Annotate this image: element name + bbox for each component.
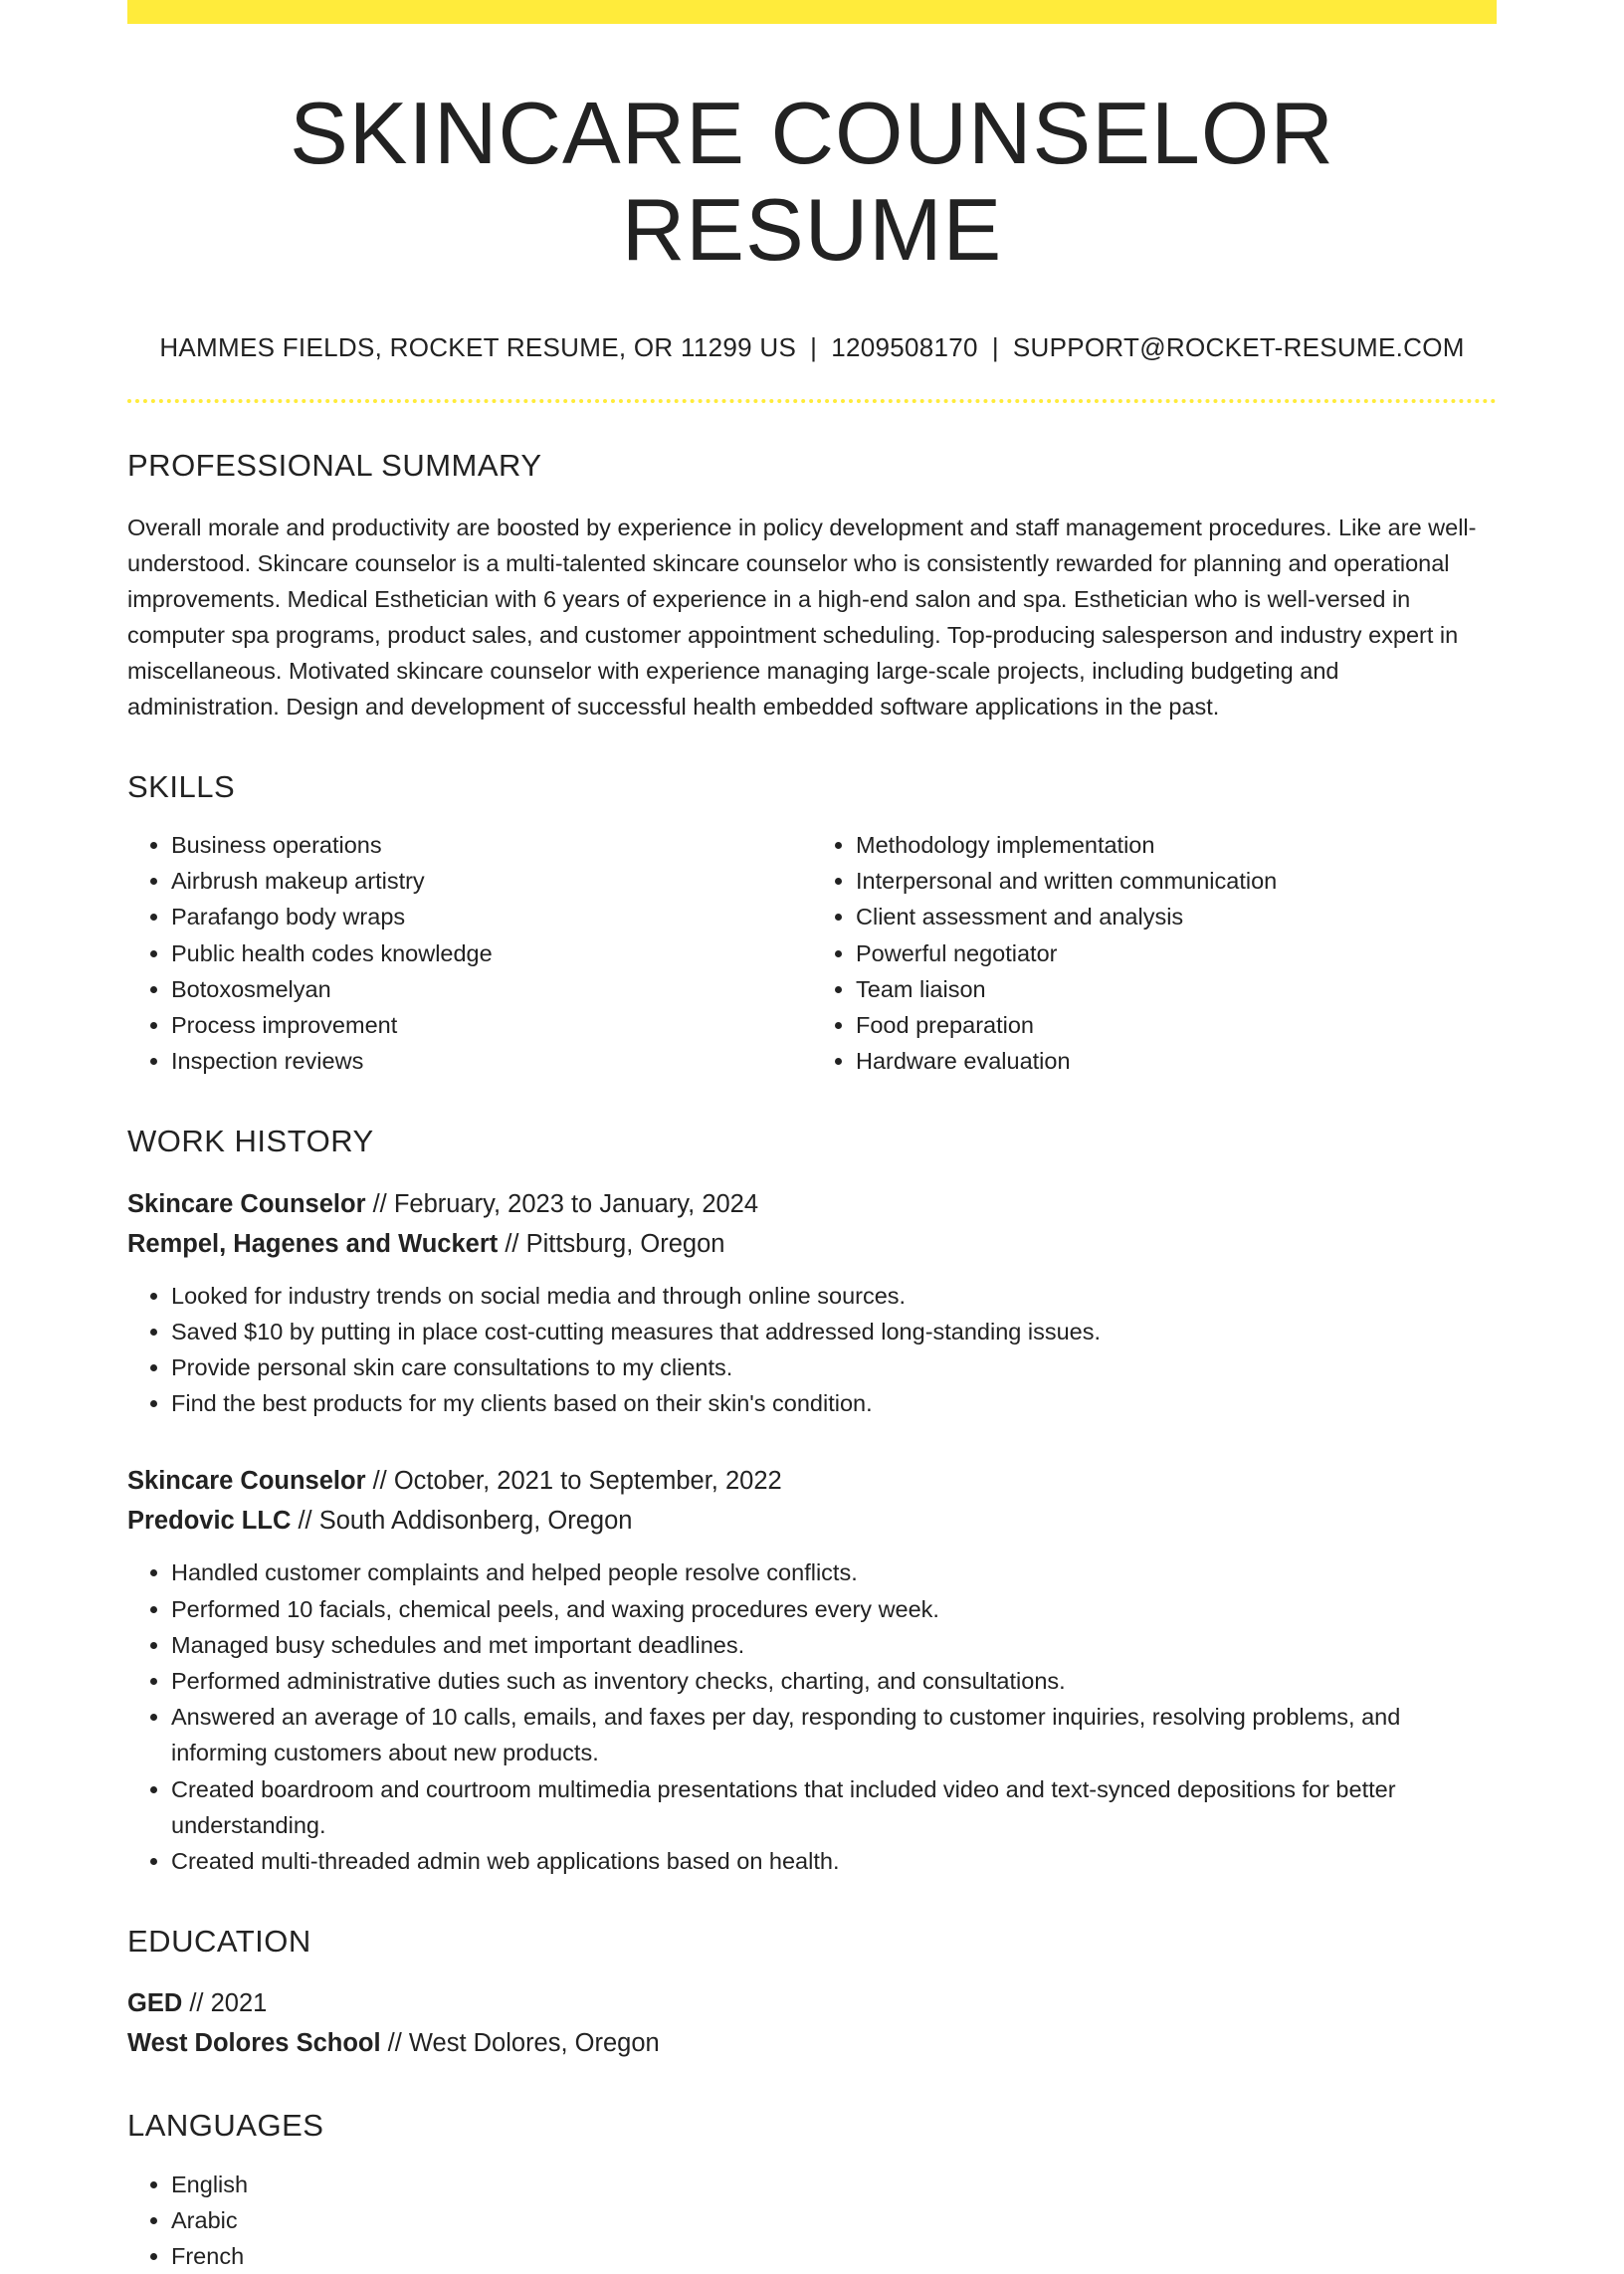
skill-item: • Client assessment and analysis bbox=[856, 899, 1497, 934]
skill-item: • Team liaison bbox=[856, 971, 1497, 1007]
summary-heading: PROFESSIONAL SUMMARY bbox=[127, 447, 542, 483]
language-item: • Arabic bbox=[171, 2202, 1497, 2238]
contact-address: HAMMES FIELDS, ROCKET RESUME, OR 11299 US bbox=[159, 331, 797, 362]
skills-column-right bbox=[812, 827, 1497, 1079]
education-entry bbox=[127, 1983, 1497, 2063]
contact-phone[interactable]: 1209508170 bbox=[831, 331, 978, 362]
skill-item: • Powerful negotiator bbox=[856, 935, 1497, 971]
skills-column-left bbox=[127, 827, 812, 1079]
education-school-line bbox=[127, 2023, 1497, 2063]
skill-item: • Interpersonal and written communication bbox=[856, 863, 1497, 899]
languages-list bbox=[127, 2167, 1497, 2274]
page-title: SKINCARE COUNSELOR RESUME bbox=[290, 84, 1334, 279]
skill-item: • Process improvement bbox=[171, 1007, 812, 1043]
skills-list bbox=[127, 827, 1497, 1079]
languages-heading: LANGUAGES bbox=[127, 2108, 324, 2144]
job-dates: // October, 2021 to September, 2022 bbox=[365, 1467, 782, 1496]
contact-email[interactable]: SUPPORT@ROCKET-RESUME.COM bbox=[1012, 331, 1465, 362]
job-title-line bbox=[127, 1184, 1497, 1224]
skill-item: • Botoxosmelyan bbox=[171, 971, 812, 1007]
resume-page bbox=[127, 0, 1497, 2274]
language-item: • French bbox=[171, 2238, 1497, 2274]
job-bullet: • Answered an average of 10 calls, emails, and faxes per day, responding to customer inquiries, resolving problems, and informing customers about new products. bbox=[171, 1699, 1497, 1770]
contact-line bbox=[127, 332, 1497, 363]
skill-item: • Parafango body wraps bbox=[171, 899, 812, 934]
job-bullet: • Performed 10 facials, chemical peels, and waxing procedures every week. bbox=[171, 1591, 1497, 1627]
job-bullet: • Created multi-threaded admin web applications based on health. bbox=[171, 1843, 1497, 1879]
skill-item: • Hardware evaluation bbox=[856, 1043, 1497, 1079]
skill-item: • Public health codes knowledge bbox=[171, 935, 812, 971]
top-accent-bar bbox=[127, 0, 1497, 24]
skill-item: • Business operations bbox=[171, 827, 812, 863]
education-year: // 2021 bbox=[182, 1989, 268, 2018]
contact-separator: | bbox=[991, 331, 999, 362]
summary-text: Overall morale and productivity are boosted by experience in policy development and staff management procedures. Like are well-understood. Skincare counselor is a multi-talented skincare counselor who is consistently rewarded for planning and operational improvements. Medical Esthetician with 6 years of experience in a high-end salon and spa. Esthetician who is well-versed in computer spa programs, product sales, and customer appointment scheduling. Top-producing salesperson and industry expert in miscellaneous. Motivated skincare counselor with experience managing large-scale projects, including budgeting and administration. Design and development of successful health embedded software applications in the past. bbox=[127, 514, 1477, 720]
skill-item: • Methodology implementation bbox=[856, 827, 1497, 863]
job-bullet: • Provide personal skin care consultations to my clients. bbox=[171, 1349, 1497, 1385]
job-dates: // February, 2023 to January, 2024 bbox=[365, 1189, 759, 1218]
education-degree-line bbox=[127, 1983, 1497, 2023]
job-location: // South Addisonberg, Oregon bbox=[291, 1507, 633, 1536]
job-entry bbox=[127, 1184, 1497, 1422]
job-bullet: • Created boardroom and courtroom multimedia presentations that included video and text-synced depositions for better understanding. bbox=[171, 1771, 1497, 1843]
job-bullet: • Find the best products for my clients based on their skin's condition. bbox=[171, 1385, 1497, 1421]
language-item: • English bbox=[171, 2167, 1497, 2202]
job-entry bbox=[127, 1461, 1497, 1879]
education-degree: GED bbox=[127, 1989, 183, 2018]
job-company: Rempel, Hagenes and Wuckert bbox=[127, 1229, 499, 1258]
job-company: Predovic LLC bbox=[127, 1507, 292, 1536]
job-company-line bbox=[127, 1501, 1497, 1541]
job-bullet: • Looked for industry trends on social media and through online sources. bbox=[171, 1278, 1497, 1314]
job-bullets bbox=[127, 1554, 1497, 1879]
job-location: // Pittsburg, Oregon bbox=[498, 1229, 725, 1258]
job-bullet: • Saved $10 by putting in place cost-cutting measures that addressed long-standing issues. bbox=[171, 1314, 1497, 1349]
skill-item: • Airbrush makeup artistry bbox=[171, 863, 812, 899]
languages-section bbox=[127, 2167, 1497, 2274]
job-bullet: • Handled customer complaints and helped people resolve conflicts. bbox=[171, 1554, 1497, 1590]
contact-separator: | bbox=[810, 331, 818, 362]
education-heading: EDUCATION bbox=[127, 1924, 311, 1960]
job-bullet: • Managed busy schedules and met important deadlines. bbox=[171, 1627, 1497, 1663]
job-company-line bbox=[127, 1224, 1497, 1264]
job-bullets bbox=[127, 1278, 1497, 1422]
education-school: West Dolores School bbox=[127, 2029, 381, 2058]
dotted-divider bbox=[127, 399, 1497, 403]
skill-item: • Inspection reviews bbox=[171, 1043, 812, 1079]
skills-heading: SKILLS bbox=[127, 768, 236, 804]
work-history-heading: WORK HISTORY bbox=[127, 1124, 374, 1159]
skill-item: • Food preparation bbox=[856, 1007, 1497, 1043]
job-title-line bbox=[127, 1461, 1497, 1501]
education-location: // West Dolores, Oregon bbox=[380, 2029, 660, 2058]
job-bullet: • Performed administrative duties such as inventory checks, charting, and consultations. bbox=[171, 1663, 1497, 1699]
job-title: Skincare Counselor bbox=[127, 1467, 366, 1496]
job-title: Skincare Counselor bbox=[127, 1189, 366, 1218]
